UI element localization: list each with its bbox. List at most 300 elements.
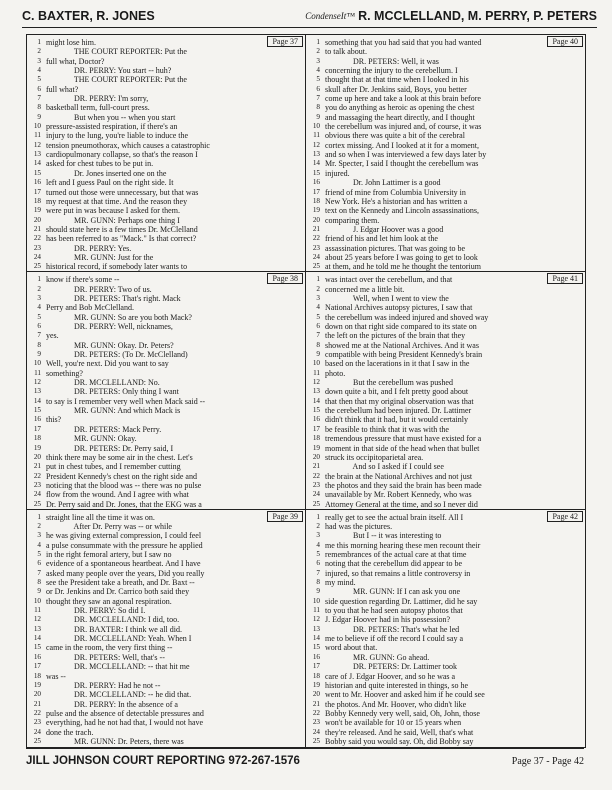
line-number: 8 xyxy=(316,103,320,112)
transcript-line xyxy=(306,322,585,331)
transcript-line xyxy=(306,234,585,243)
transcript-line xyxy=(306,615,585,624)
line-number: 10 xyxy=(312,122,320,131)
line-text: word about that. xyxy=(325,643,378,653)
line-number: 21 xyxy=(33,699,41,708)
line-number: 15 xyxy=(33,168,41,177)
line-text: Well, when I went to view the xyxy=(325,294,449,304)
header-right-group xyxy=(305,9,597,23)
line-text: noticing that the blood was -- there was no pulse xyxy=(46,480,202,490)
footer-page-range: Page 37 - Page 42 xyxy=(511,756,584,767)
transcript-line xyxy=(306,141,585,150)
line-text: DR. PERRY: So did I. xyxy=(46,606,146,616)
transcript-line xyxy=(27,244,305,253)
line-number: 20 xyxy=(312,690,320,699)
line-text: DR. PERRY: Had he not -- xyxy=(46,680,161,690)
transcript-line xyxy=(27,350,305,359)
transcript-line xyxy=(27,169,305,178)
line-text: down on that right side compared to its state on xyxy=(325,322,477,332)
transcript-line xyxy=(27,653,305,662)
transcript-line xyxy=(27,141,305,150)
transcript-line xyxy=(306,653,585,662)
line-text: based on the lacerations in it that I saw in the xyxy=(325,359,470,369)
transcript-line xyxy=(306,531,585,540)
transcript-line xyxy=(306,262,585,271)
line-number: 3 xyxy=(316,531,320,540)
line-number: 11 xyxy=(313,606,320,615)
line-text: DR. PETERS: Dr. Lattimer took xyxy=(325,662,457,672)
line-number: 18 xyxy=(312,196,320,205)
transcript-page xyxy=(306,510,585,747)
line-text: in the right femoral artery, but I saw no xyxy=(46,550,172,560)
transcript-line xyxy=(27,122,305,131)
line-number: 14 xyxy=(312,396,320,405)
page-number-label: Page 39 xyxy=(267,511,303,522)
line-number: 1 xyxy=(316,275,320,284)
line-number: 10 xyxy=(312,359,320,368)
line-number: 21 xyxy=(33,224,41,233)
transcript-line xyxy=(27,728,305,737)
transcript-line xyxy=(27,313,305,322)
transcript-line xyxy=(306,462,585,471)
transcript-line xyxy=(306,415,585,424)
line-text: the left on the pictures of the brain that they xyxy=(325,331,466,341)
line-number: 8 xyxy=(316,578,320,587)
line-number: 11 xyxy=(313,368,320,377)
line-number: 15 xyxy=(312,168,320,177)
transcript-line xyxy=(27,672,305,681)
line-number: 12 xyxy=(312,378,320,387)
line-text: something that you had said that you had wanted xyxy=(325,38,482,47)
line-number: 20 xyxy=(33,215,41,224)
line-number: 13 xyxy=(33,624,41,633)
transcript-line xyxy=(306,113,585,122)
page-number-label: Page 37 xyxy=(267,36,303,47)
line-text: friend of mine from Columbia University in xyxy=(325,187,466,197)
line-text: to you that he had seen autopsy photos that xyxy=(325,606,463,616)
line-text: at them, and he told me he thought the tentorium xyxy=(325,262,481,272)
transcript-line xyxy=(306,341,585,350)
page-footer xyxy=(26,748,584,767)
transcript-line xyxy=(306,625,585,634)
line-number: 6 xyxy=(316,559,320,568)
line-text: left and I guess Paul on the right side. It xyxy=(46,178,174,188)
line-text: DR. PETERS: (To Dr. McClelland) xyxy=(46,350,188,360)
line-text: moment in that side of the head when that bullet xyxy=(325,443,480,453)
line-number: 14 xyxy=(312,159,320,168)
line-number: 15 xyxy=(33,406,41,415)
line-number: 17 xyxy=(312,187,320,196)
line-text: has been referred to as "Mack." Is that correct? xyxy=(46,234,197,244)
line-text: and so when I was interviewed a few days later by xyxy=(325,150,487,160)
transcript-line xyxy=(27,294,305,303)
line-text: a pulse consummate with the pressure he applied xyxy=(46,540,203,550)
line-text: my mind. xyxy=(325,578,356,588)
line-text: comparing them. xyxy=(325,215,380,225)
line-number: 2 xyxy=(37,47,41,56)
line-text: turned out those were unnecessary, but that was xyxy=(46,187,199,197)
line-text: DR. MCCLELLAND: -- that hit me xyxy=(46,662,190,672)
line-number: 7 xyxy=(316,568,320,577)
line-number: 22 xyxy=(33,708,41,717)
transcript-line xyxy=(306,294,585,303)
line-text: basketball term, full-court press. xyxy=(46,103,150,113)
transcript-line xyxy=(27,490,305,499)
line-number: 20 xyxy=(33,452,41,461)
line-text: MR. GUNN: Go ahead. xyxy=(325,652,430,662)
line-number: 17 xyxy=(312,662,320,671)
line-number: 13 xyxy=(312,387,320,396)
line-text: showed me at the National Archives. And it was xyxy=(325,340,479,350)
transcript-page xyxy=(27,35,306,272)
line-text: MR. GUNN: Dr. Peters, there was xyxy=(46,736,184,746)
line-number: 7 xyxy=(37,94,41,103)
line-text: Bobby said you would say. Oh, did Bobby say xyxy=(325,736,474,746)
line-number: 6 xyxy=(37,84,41,93)
line-number: 25 xyxy=(312,736,320,745)
transcript-line xyxy=(306,197,585,206)
line-number: 8 xyxy=(37,340,41,349)
line-text: THE COURT REPORTER: Put the xyxy=(46,75,187,85)
line-number: 12 xyxy=(312,140,320,149)
line-text: be feasible to think that it was with the xyxy=(325,424,449,434)
line-number: 4 xyxy=(316,303,320,312)
line-text: asked for chest tubes to be put in. xyxy=(46,159,154,169)
line-text: President Kennedy's chest on the right side and xyxy=(46,471,197,481)
line-number: 4 xyxy=(37,66,41,75)
transcript-line xyxy=(27,462,305,471)
line-text: he was giving external compression, I could feel xyxy=(46,531,202,541)
transcript-line xyxy=(306,481,585,490)
transcript-line xyxy=(27,597,305,606)
line-text: But I -- it was interesting to xyxy=(325,531,442,541)
transcript-line xyxy=(306,103,585,112)
transcript-line xyxy=(27,453,305,462)
line-number: 3 xyxy=(37,294,41,303)
transcript-page xyxy=(27,510,306,747)
transcript-line xyxy=(27,253,305,262)
line-number: 10 xyxy=(33,359,41,368)
line-number: 24 xyxy=(33,490,41,499)
transcript-line xyxy=(27,75,305,84)
transcript-line xyxy=(306,244,585,253)
transcript-line xyxy=(27,559,305,568)
line-number: 11 xyxy=(34,131,41,140)
transcript-line xyxy=(27,38,305,47)
transcript-line xyxy=(27,681,305,690)
line-text: friend of his and let him look at the xyxy=(325,234,438,244)
line-number: 17 xyxy=(33,424,41,433)
line-text: DR. PERRY: You start -- huh? xyxy=(46,66,172,76)
line-text: National Archives autopsy pictures, I saw that xyxy=(325,303,473,313)
line-text: MR. GUNN: Okay. xyxy=(46,434,137,444)
line-text: But when you -- when you start xyxy=(46,112,176,122)
line-number: 5 xyxy=(316,312,320,321)
line-number: 5 xyxy=(316,75,320,84)
line-number: 21 xyxy=(33,462,41,471)
transcript-line xyxy=(306,643,585,652)
line-number: 19 xyxy=(312,443,320,452)
transcript-line xyxy=(27,709,305,718)
transcript-line xyxy=(27,94,305,103)
transcript-line xyxy=(27,406,305,415)
line-text: J. Edgar Hoover had in his possession? xyxy=(325,615,451,625)
line-number: 9 xyxy=(316,112,320,121)
transcript-line xyxy=(306,131,585,140)
line-number: 6 xyxy=(316,322,320,331)
line-text: the cerebellum had been injured. Dr. Lattimer xyxy=(325,406,472,416)
transcript-line xyxy=(27,522,305,531)
line-text: Dr. John Lattimer is a good xyxy=(325,178,441,188)
transcript-page xyxy=(306,35,585,272)
transcript-line xyxy=(306,397,585,406)
line-number: 7 xyxy=(316,331,320,340)
transcript-line xyxy=(27,369,305,378)
transcript-line xyxy=(306,500,585,509)
transcript-line xyxy=(306,737,585,746)
page-number-label: Page 38 xyxy=(267,273,303,284)
line-number: 21 xyxy=(312,462,320,471)
line-text: me to believe if off the record I could say a xyxy=(325,634,464,644)
transcript-page xyxy=(27,272,306,509)
line-text: DR. PERRY: In the absence of a xyxy=(46,699,178,709)
transcript-line xyxy=(306,425,585,434)
line-text: me this morning hearing these men recount their xyxy=(325,540,481,550)
line-text: came in the room, the very first thing -- xyxy=(46,643,173,653)
line-text: you do anything as heroic as opening the chest xyxy=(325,103,475,113)
line-text: think there may be some air in the chest. Let's xyxy=(46,452,193,462)
transcript-line xyxy=(27,434,305,443)
line-text: DR. PETERS: Mack Perry. xyxy=(46,424,162,434)
line-number: 5 xyxy=(316,550,320,559)
transcript-line xyxy=(306,578,585,587)
line-number: 4 xyxy=(316,540,320,549)
line-text: injured. xyxy=(325,168,350,178)
transcript-line xyxy=(306,331,585,340)
line-text: the cerebellum was indeed injured and shoved way xyxy=(325,312,489,322)
transcript-line xyxy=(306,672,585,681)
transcript-line xyxy=(306,434,585,443)
transcript-line xyxy=(27,531,305,540)
transcript-line xyxy=(306,122,585,131)
transcript-line xyxy=(27,113,305,122)
transcript-line xyxy=(306,66,585,75)
line-text: was intact over the cerebellum, and that xyxy=(325,275,453,285)
line-number: 18 xyxy=(33,434,41,443)
transcript-line xyxy=(27,234,305,243)
line-number: 2 xyxy=(316,284,320,293)
line-text: struck its occipitoparietal area. xyxy=(325,452,424,462)
transcript-line xyxy=(27,378,305,387)
line-number: 18 xyxy=(33,196,41,205)
line-number: 24 xyxy=(312,727,320,736)
line-number: 22 xyxy=(312,708,320,717)
transcript-line xyxy=(27,700,305,709)
line-number: 11 xyxy=(313,131,320,140)
transcript-line xyxy=(27,444,305,453)
line-text: assassination pictures. That was going to be xyxy=(325,243,466,253)
line-number: 4 xyxy=(316,66,320,75)
transcript-line xyxy=(306,559,585,568)
line-number: 6 xyxy=(37,559,41,568)
line-text: flow from the wound. And I agree with what xyxy=(46,490,189,500)
line-number: 16 xyxy=(33,415,41,424)
line-text: down quite a bit, and I felt pretty good about xyxy=(325,387,469,397)
transcript-line xyxy=(27,643,305,652)
transcript-line xyxy=(27,225,305,234)
line-number: 20 xyxy=(33,690,41,699)
transcript-line xyxy=(306,587,585,596)
line-text: something? xyxy=(46,368,83,378)
transcript-line xyxy=(27,481,305,490)
line-number: 23 xyxy=(312,243,320,252)
line-number: 5 xyxy=(37,312,41,321)
line-text: that then that my original observation was that xyxy=(325,396,474,406)
line-text: cortex missing. And I looked at it for a moment, xyxy=(325,140,479,150)
line-number: 10 xyxy=(33,596,41,605)
line-number: 24 xyxy=(312,252,320,261)
line-text: really get to see the actual brain itself. All I xyxy=(325,512,464,522)
line-number: 22 xyxy=(312,471,320,480)
line-text: noting that the cerebellum did appear to be xyxy=(325,559,463,569)
transcript-line xyxy=(306,206,585,215)
transcript-line xyxy=(27,275,305,284)
line-text: remembrances of the actual care at that time xyxy=(325,550,467,560)
transcript-line xyxy=(27,262,305,271)
transcript-line xyxy=(27,47,305,56)
line-text: put in chest tubes, and I remember cutting xyxy=(46,462,181,472)
transcript-line xyxy=(27,303,305,312)
line-number: 18 xyxy=(312,671,320,680)
line-number: 16 xyxy=(312,178,320,187)
line-number: 4 xyxy=(37,303,41,312)
line-text: DR. PETERS: Well, that's -- xyxy=(46,652,165,662)
page-number-label: Page 42 xyxy=(547,511,583,522)
transcript-line xyxy=(306,597,585,606)
transcript-line xyxy=(27,188,305,197)
transcript-line xyxy=(27,625,305,634)
line-text: MR. GUNN: Perhaps one thing I xyxy=(46,215,180,225)
line-number: 12 xyxy=(312,615,320,624)
transcript-line xyxy=(306,75,585,84)
line-number: 2 xyxy=(37,522,41,530)
line-number: 14 xyxy=(312,634,320,643)
line-number: 19 xyxy=(33,443,41,452)
line-number: 22 xyxy=(33,471,41,480)
transcript-line xyxy=(27,397,305,406)
line-text: about 25 years before I was going to get to look xyxy=(325,252,478,262)
transcript-line xyxy=(27,359,305,368)
transcript-line xyxy=(306,728,585,737)
line-number: 16 xyxy=(33,652,41,661)
line-number: 23 xyxy=(33,718,41,727)
page-number-label: Page 41 xyxy=(547,273,583,284)
transcript-line xyxy=(306,313,585,322)
line-number: 13 xyxy=(33,150,41,159)
line-text: And so I asked if I could see xyxy=(325,462,444,472)
transcript-line xyxy=(306,387,585,396)
line-text: the brain at the National Archives and not just xyxy=(325,471,473,481)
line-number: 25 xyxy=(312,262,320,271)
line-text: Dr. Jones inserted one on the xyxy=(46,168,167,178)
line-number: 1 xyxy=(316,38,320,46)
line-text: Perry and Bob McClelland. xyxy=(46,303,134,313)
transcript-line xyxy=(306,350,585,359)
line-text: MR. GUNN: If I can ask you one xyxy=(325,587,461,597)
transcript-line xyxy=(306,178,585,187)
transcript-line xyxy=(27,690,305,699)
line-text: historian and quite interested in things, so he xyxy=(325,680,469,690)
transcript-line xyxy=(27,550,305,559)
line-text: everything, had he not had that, I would not have xyxy=(46,718,204,728)
line-text: DR. PETERS: Only thing I want xyxy=(46,387,179,397)
line-number: 7 xyxy=(37,568,41,577)
line-text: concerned me a little bit. xyxy=(325,284,405,294)
line-number: 14 xyxy=(33,159,41,168)
line-number: 9 xyxy=(37,350,41,359)
transcript-line xyxy=(306,253,585,262)
line-number: 14 xyxy=(33,634,41,643)
transcript-line xyxy=(306,275,585,284)
line-text: historical record, if somebody later wants to xyxy=(46,262,188,272)
transcript-line xyxy=(27,57,305,66)
transcript-grid xyxy=(26,34,586,748)
line-number: 15 xyxy=(312,406,320,415)
line-text: the photos and they said the brain has been made xyxy=(325,480,482,490)
line-number: 24 xyxy=(312,490,320,499)
line-text: DR. PERRY: Two of us. xyxy=(46,284,152,294)
transcript-line xyxy=(306,169,585,178)
transcript-line xyxy=(27,615,305,624)
line-text: DR. PERRY: Well, nicknames, xyxy=(46,322,173,332)
line-number: 2 xyxy=(316,522,320,530)
page-header xyxy=(22,5,597,27)
line-text: MR. GUNN: Just for the xyxy=(46,252,154,262)
line-text: this? xyxy=(46,415,62,425)
line-text: see the President take a breath, and Dr. Baxt -- xyxy=(46,578,195,588)
line-number: 2 xyxy=(316,47,320,56)
transcript-lines xyxy=(27,275,305,509)
line-number: 25 xyxy=(33,736,41,745)
transcript-line xyxy=(27,322,305,331)
line-text: After Dr. Perry was -- or while xyxy=(46,522,172,531)
line-number: 3 xyxy=(316,56,320,65)
line-number: 23 xyxy=(312,480,320,489)
line-text: come up here and take a look at this brain before xyxy=(325,94,481,104)
transcript-line xyxy=(27,150,305,159)
line-text: tension pneumothorax, which causes a catastrophic xyxy=(46,140,210,150)
line-number: 23 xyxy=(33,243,41,252)
line-number: 19 xyxy=(312,206,320,215)
footer-reporter: JILL JOHNSON COURT REPORTING 972-267-1576 xyxy=(26,755,300,767)
line-number: 4 xyxy=(37,540,41,549)
transcript-line xyxy=(27,285,305,294)
line-text: photo. xyxy=(325,368,346,378)
line-text: pulse and the absence of detectable pressures and xyxy=(46,708,204,718)
transcript-line xyxy=(27,85,305,94)
transcript-line xyxy=(27,718,305,727)
line-number: 16 xyxy=(312,415,320,424)
line-number: 7 xyxy=(37,331,41,340)
line-number: 6 xyxy=(316,84,320,93)
line-text: thought they saw an agonal respiration. xyxy=(46,596,172,606)
line-number: 1 xyxy=(37,38,41,46)
transcript-lines xyxy=(306,38,585,272)
transcript-line xyxy=(27,662,305,671)
transcript-line xyxy=(306,188,585,197)
transcript-line xyxy=(27,178,305,187)
transcript-line xyxy=(306,490,585,499)
